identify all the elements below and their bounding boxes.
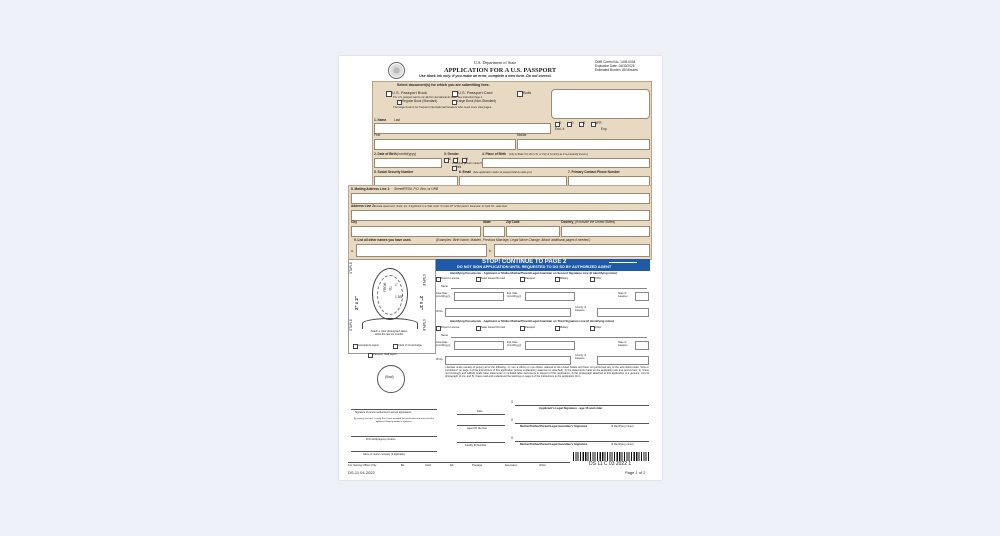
stop-arrow-icon [609,262,637,263]
dob-hint: (mm/dd/yyyy) [397,152,417,156]
page-number: Page 1 of 2 [625,470,646,475]
parent3-signature-hint: (if identifying minor) [611,443,634,446]
barcode-text: DS 11 C 03 2022 1 [589,461,632,467]
passport-card-label: U.S. Passport Card [458,90,493,95]
staple-top-left: STAPLE [349,262,353,274]
name-label: 1. Name [374,118,387,122]
address-line1-field[interactable] [351,193,650,204]
country-hint: (if outside the United States) [575,220,616,224]
middle-name-field[interactable] [517,139,650,150]
id2-exp-date-label: Exp. Date (mm/dd/yyyy) [507,341,522,347]
id1-state-issuance-label: State of Issuance [618,292,628,298]
department-seal-icon [388,62,405,79]
id1-id-no-field[interactable] [445,308,571,317]
agent-id-line[interactable] [457,425,505,426]
state-label: State [483,220,491,224]
pob-field[interactable] [482,158,650,168]
other-names-label: 9. List all other names you have used. [354,238,412,242]
photo-to-label: TO [388,286,392,291]
photo-size-right: 2" x 2" [419,296,424,310]
other-name-b-label: b. [489,249,492,253]
pob-hint: (City & State if in the U.S. or City & Country as it is presently known.) [509,153,588,156]
applicant-sig-marker: X [511,400,514,404]
email-label: 6. Email [459,170,472,174]
seal-label: (Seal) [385,375,394,379]
end-number-label: End. # [555,127,565,131]
officer-date-line[interactable] [457,414,505,415]
id1-issue-date-label: Issue Date (mm/dd/yyyy) [436,292,451,298]
id-section-1-title: Identifying Documents - Applicant or Mother/Father/Parent/Legal Guardian on Second Signature Line (if identifying minor) [450,271,618,275]
id1-country-issuance-field[interactable] [597,308,649,317]
ink-instruction: Use black ink only. If you make an error, complete a new form. Do not correct. [419,74,552,78]
id1-issue-date-field[interactable] [454,292,504,301]
photo-measure-top: 1" [395,283,398,287]
first-name-label: First [374,133,381,137]
facility-location-label: Print facility/agency location [366,438,396,441]
facility-location-line[interactable] [351,436,437,437]
officer-signature-label: Signature of person authorized to accept applications [355,411,412,414]
card-note: The U.S. passport card is not valid for international air travel. See Instruction Page 2. [393,96,483,99]
id2-state-id-label: State Issued ID Card [481,326,506,329]
ssn-label: 5. Social Security Number [374,170,414,174]
gender-change-label: Changing gender marker? [452,162,483,165]
clerk-of-court-label: Clerk of Court/Judge [398,344,422,347]
id2-military-label: Military [560,326,569,329]
dob-field[interactable] [374,158,442,168]
stop-banner-line2: DO NOT SIGN APPLICATION UNTIL REQUESTED TO DO SO BY AUTHORIZED AGENT [457,265,612,269]
code-nfr-label: NFR [595,121,602,125]
passport-book-label: U.S. Passport Book [392,90,427,95]
acceptance-agent-label: Acceptance Agent [358,344,379,347]
id1-other-label: Other [595,277,602,280]
id2-id-no-field[interactable] [445,356,571,365]
office-use-box [551,89,650,119]
code-d-label: D [559,121,562,125]
id2-id-no-label: ID No. [436,358,444,361]
large-book-note: The large book is for frequent international travelers who need more visa pages. [393,105,493,109]
address-line2-hint: Include Apartment, Suite, etc. If applicant is a child, write "In Care Of" of the parent. Example: In Care Of - Jane Doe [374,205,508,208]
facility-id-label: Facility ID Number [465,444,487,447]
form-title: APPLICATION FOR A U.S. PASSPORT [444,67,557,74]
footer-field-other: Other [539,463,546,467]
gender-x-label: X [466,157,469,161]
large-book-label: Large Book (Non-Standard) [457,99,497,103]
stop-banner-line1: STOP! CONTINUE TO PAGE 2 [482,259,567,265]
other-names-hint: (Examples: Birth Name, Maiden, Previous Marriage, Legal Name Change. Attach additional pages if needed.) [436,238,591,242]
regular-book-label: Regular Book (Standard) [402,99,438,103]
zip-label: Zip Code [506,220,520,224]
id1-military-label: Military [560,277,569,280]
staple-bottom-left: STAPLE [349,319,353,331]
footer-field-card: Card [425,463,432,467]
photo-from-label: FROM [383,282,387,292]
middle-name-label: Middle [517,133,527,137]
last-name-label: Last [394,118,401,122]
id1-country-issuance-label: Country of Issuance [575,306,587,312]
id1-exp-date-field[interactable] [525,292,575,301]
footer-field-postage: Postage [472,463,483,467]
address-line1-label: 8. Mailing Address Line 1: [351,187,391,191]
photo-measure-bottom: 1 3/8" [395,295,404,299]
id2-name-label: Name [441,334,448,337]
footer-field-bc: Bc [401,463,405,467]
country-field[interactable] [561,226,650,237]
photo-caption: Attach a color photograph taken within the last six months [370,330,408,336]
form-id: DS-11 04-2022 [348,470,375,475]
id2-state-issuance-label: State of Issuance [618,341,628,347]
id2-state-issuance-field[interactable] [635,341,649,350]
city-field[interactable] [351,226,481,237]
agent-id-label: Agent ID Number [467,427,488,430]
gender-label: 3. Gender [444,152,459,156]
omb-line-3: Estimated Burden: 85 Minutes [595,68,638,72]
department-name: U.S. Department of State [474,60,517,65]
staple-top-right: STAPLE [422,274,426,286]
document-selection-heading: Select document(s) for which you are submitting fees: [397,83,490,87]
issuing-office-label: For Issuing Office Only [348,463,377,467]
id2-passport-label: Passport [525,326,536,329]
city-label: City [351,220,358,224]
address-line2-label: Address Line 2: [351,204,375,208]
gender-f-label: F [457,157,459,161]
footer-rule [348,462,570,463]
passport-staff-label: Passport Staff Agent [373,353,397,356]
footer-field-ef: EF [450,463,454,467]
id1-drivers-license-label: Driver's License [441,277,460,280]
staple-bottom-right: STAPLE [422,319,426,331]
parent3-signature-label: Mother/Father/Parent/Legal Guardian's Signature [520,442,588,446]
email-hint: (See application status at passportstatus.state.gov) [473,171,532,174]
id1-passport-label: Passport [525,277,536,280]
passport-application-page [339,56,662,480]
code-o-label: O [571,121,574,125]
id2-country-issuance-label: Country of Issuance [575,354,587,360]
courier-line[interactable] [351,451,437,452]
id2-country-issuance-field[interactable] [597,356,649,365]
id1-name-line[interactable] [451,288,647,289]
both-label: Both [523,90,532,95]
code-s-label: S [583,121,586,125]
id2-issue-date-label: Issue Date (mm/dd/yyyy) [436,341,451,347]
other-name-b-field[interactable] [494,244,650,257]
parent3-sig-marker: X [511,436,514,440]
officer-signature-line[interactable] [351,409,437,410]
gender-change-yes-label: Yes [456,165,462,169]
state-field[interactable] [483,226,505,237]
id2-drivers-license-label: Driver's License [441,326,460,329]
dob-label: 2. Date of Birth [374,152,397,156]
id-section-2-title: Identifying Documents - Applicant or Mother/Father/Parent/Legal Guardian on Third Signature Line (if identifying minor) [450,319,615,323]
first-name-field[interactable] [374,139,516,150]
declaration-text: I declare under penalty of perjury all of the following: 1) I am a citizen or non-citizen national of the United States and have not performed any of the acts listed under "Acts or Conditions" on page 4 of the instructions of this application (unless explanatory statement is attached); 2) the statements made on the application are true and correct; 3) I have not knowingly and willfully made false statements or included false documents in support of this application; 4) the photograph attached to this application is a genuine, current photograph of me; and 5) I have read and understood the warning on page 4 of the instructions to the application form. [445,366,649,379]
officer-date-label: Date [477,410,483,413]
facility-id-line[interactable] [457,442,505,443]
id2-other-label: Other [595,326,602,329]
other-name-a-label: a. [351,249,354,253]
pob-label: 4. Place of Birth [482,152,507,156]
id1-id-no-label: ID No. [436,310,444,313]
id1-name-label: Name [441,285,448,288]
courier-label: Name of courier company (if applicable) [363,453,406,456]
omb-line-2: Expiration Date: 04/30/2025 [595,64,635,68]
country-label: Country, [561,220,574,224]
gender-m-label: M [448,157,451,161]
parent2-signature-label: Mother/Father/Parent/Legal Guardian's Signature [520,424,588,428]
address-line1-hint: Street/RFD#, P.O. Box, or URB [394,187,439,191]
id1-state-issuance-field[interactable] [635,292,649,301]
id1-state-id-label: State Issued ID Card [481,277,506,280]
other-name-a-field[interactable] [356,244,487,257]
parent2-sig-marker: X [511,418,514,422]
exp-label: Exp. [601,127,608,131]
barcode [573,452,649,461]
footer-field-execution: Execution [505,463,518,467]
photo-shoulders [362,318,418,329]
id2-exp-date-field[interactable] [525,341,575,350]
id2-issue-date-field[interactable] [454,341,504,350]
photo-size-left: 2" x 2" [354,296,359,310]
id1-exp-date-label: Exp. Date (mm/dd/yyyy) [507,292,522,298]
parent2-signature-hint: (if identifying minor) [611,425,634,428]
zip-field[interactable] [506,226,560,237]
phone-label: 7. Primary Contact Phone Number [568,170,620,174]
id2-name-line[interactable] [451,337,647,338]
applicant-signature-label: Applicant's Legal Signature - age 16 and older [539,406,603,410]
officer-note: By signing this form, I certify that I have provided the verification and witnessed the applicant's/legal guardian's signature. [353,418,435,423]
omb-line-1: OMB Control No. 1405-0004 [595,60,636,64]
